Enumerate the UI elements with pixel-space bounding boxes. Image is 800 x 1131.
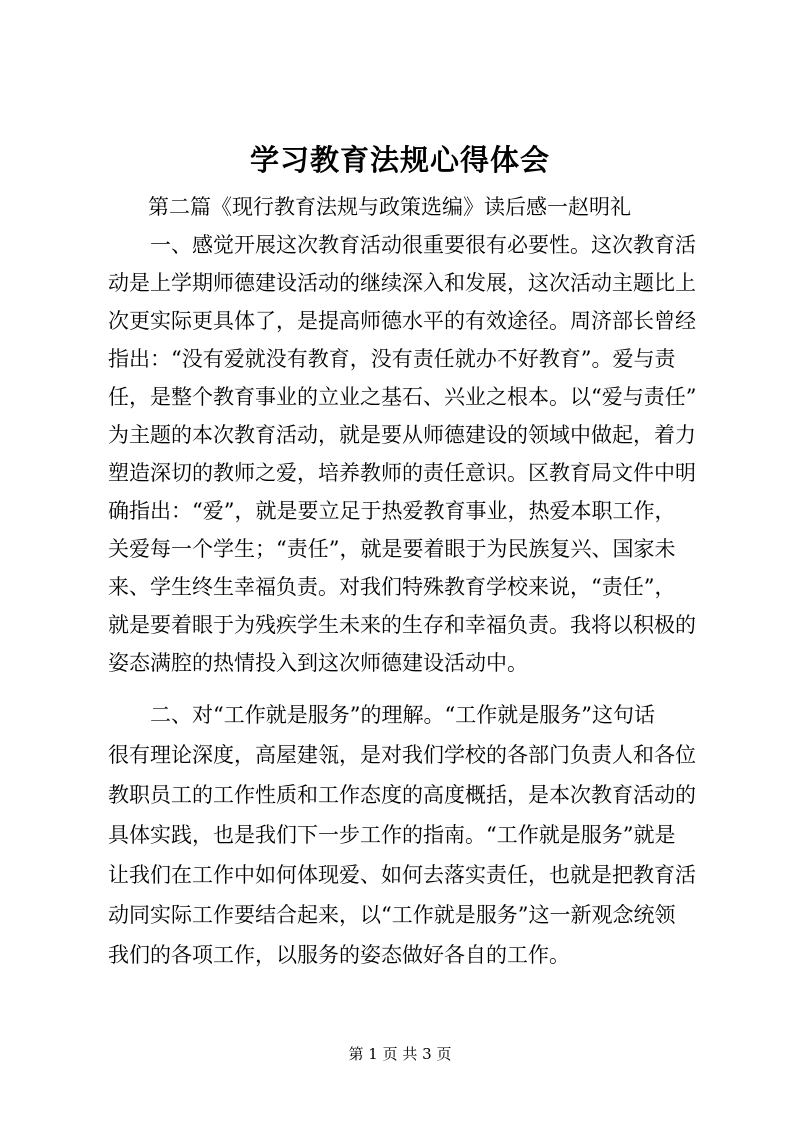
paragraph-1-line: 为主题的本次教育活动，就是要从师德建设的领域中做起，着力 bbox=[108, 423, 696, 447]
paragraph-2-line: 很有理论深度，高屋建瓴，是对我们学校的各部门负责人和各位 bbox=[108, 743, 696, 767]
paragraph-1-line: 塑造深切的教师之爱，培养教师的责任意识。区教育局文件中明 bbox=[108, 461, 696, 485]
paragraph-1-line: 任，是整个教育事业的立业之基石、兴业之根本。以“爱与责任” bbox=[108, 385, 697, 409]
paragraph-2-line: 让我们在工作中如何体现爱、如何去落实责任，也就是把教育活 bbox=[108, 863, 696, 887]
paragraph-1-line: 一、感觉开展这次教育活动很重要很有必要性。这次教育活 bbox=[108, 233, 696, 257]
paragraph-1-line: 姿态满腔的热情投入到这次师德建设活动中。 bbox=[108, 651, 528, 675]
paragraph-1-line: 来、学生终生幸福负责。对我们特殊教育学校来说，“责任”， bbox=[108, 575, 676, 599]
paragraph-2-line: 我们的各项工作，以服务的姿态做好各自的工作。 bbox=[108, 943, 570, 967]
paragraph-1-line: 次更实际更具体了，是提高师德水平的有效途径。周济部长曾经 bbox=[108, 309, 696, 333]
paragraph-1-line: 确指出：“爱”，就是要立足于热爱教育事业，热爱本职工作， bbox=[108, 499, 676, 523]
paragraph-2-line: 动同实际工作要结合起来，以“工作就是服务”这一新观念统领 bbox=[108, 903, 676, 927]
page-number-footer: 第 1 页 共 3 页 bbox=[348, 1045, 452, 1063]
paragraph-2-line: 具体实践，也是我们下一步工作的指南。“工作就是服务”就是 bbox=[108, 823, 676, 847]
paragraph-2-line: 二、对“工作就是服务”的理解。“工作就是服务”这句话 bbox=[108, 703, 655, 727]
document-subtitle: 第二篇《现行教育法规与政策选编》读后感一赵明礼 bbox=[148, 195, 631, 219]
paragraph-2-line: 教职员工的工作性质和工作态度的高度概括，是本次教育活动的 bbox=[108, 783, 696, 807]
paragraph-1-line: 就是要着眼于为残疾学生未来的生存和幸福负责。我将以积极的 bbox=[108, 613, 696, 637]
paragraph-1-line: 指出：“没有爱就没有教育，没有责任就办不好教育”。爱与责 bbox=[108, 347, 676, 371]
paragraph-1-line: 动是上学期师德建设活动的继续深入和发展，这次活动主题比上 bbox=[108, 271, 696, 295]
paragraph-1-line: 关爱每一个学生；“责任”，就是要着眼于为民族复兴、国家未 bbox=[108, 537, 676, 561]
document-title: 学习教育法规心得体会 bbox=[249, 143, 550, 177]
